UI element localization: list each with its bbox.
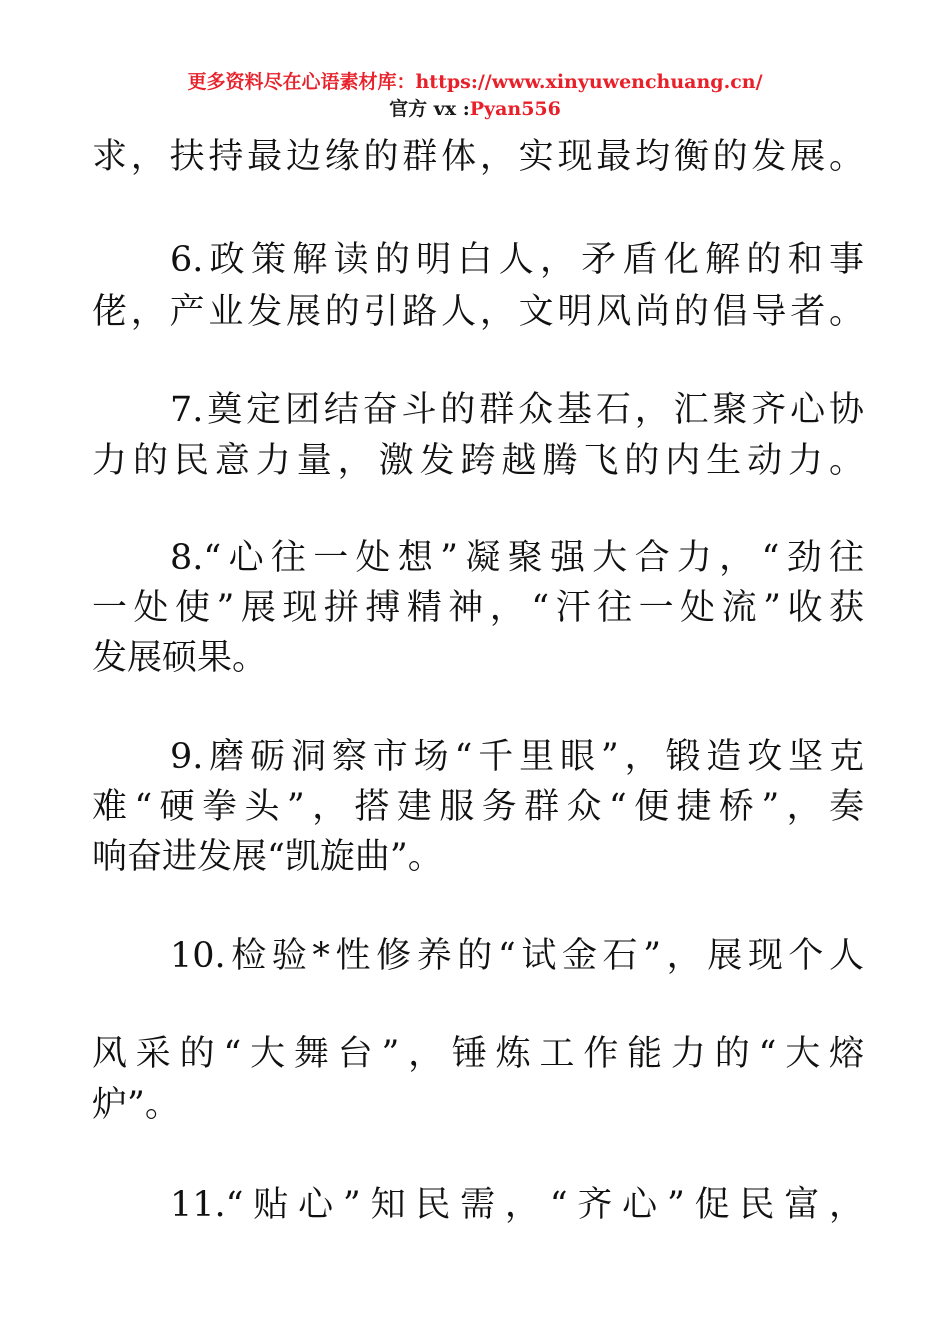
vx-header	[0, 97, 950, 121]
vx-label: 官方 vx :	[389, 98, 470, 120]
text-line: 求，扶持最边缘的群体，实现最均衡的发展。	[92, 137, 864, 177]
text-line: 6.政策解读的明白人，矛盾化解的和事	[170, 240, 864, 280]
text-line: 炉”。	[92, 1085, 180, 1125]
text-line: 一处使”展现拼搏精神，“汗往一处流”收获	[92, 588, 864, 628]
text-line: 响奋进发展“凯旋曲”。	[92, 837, 443, 877]
promo-header	[0, 70, 950, 94]
text-line: 11.“贴心”知民需，“齐心”促民富，	[170, 1185, 864, 1225]
text-line: 8.“心往一处想”凝聚强大合力，“劲往	[170, 538, 864, 578]
text-line: 风采的“大舞台”，锤炼工作能力的“大熔	[92, 1034, 864, 1074]
vx-id: Pyan556	[469, 98, 561, 120]
text-line: 力的民意力量，激发跨越腾飞的内生动力。	[92, 441, 864, 481]
text-line: 10.检验*性修养的“试金石”，展现个人	[170, 936, 864, 976]
promo-label: 更多资料尽在心语素材库：	[187, 71, 416, 93]
text-line: 发展硕果。	[92, 638, 268, 678]
text-line: 7.奠定团结奋斗的群众基石，汇聚齐心协	[170, 390, 864, 430]
text-line: 佬，产业发展的引路人，文明风尚的倡导者。	[92, 292, 864, 332]
text-line: 难“硬拳头”，搭建服务群众“便捷桥”，奏	[92, 787, 864, 827]
promo-url-link[interactable]: https://www.xinyuwenchuang.cn/	[415, 71, 763, 93]
text-line: 9.磨砺洞察市场“千里眼”，锻造攻坚克	[170, 737, 864, 777]
